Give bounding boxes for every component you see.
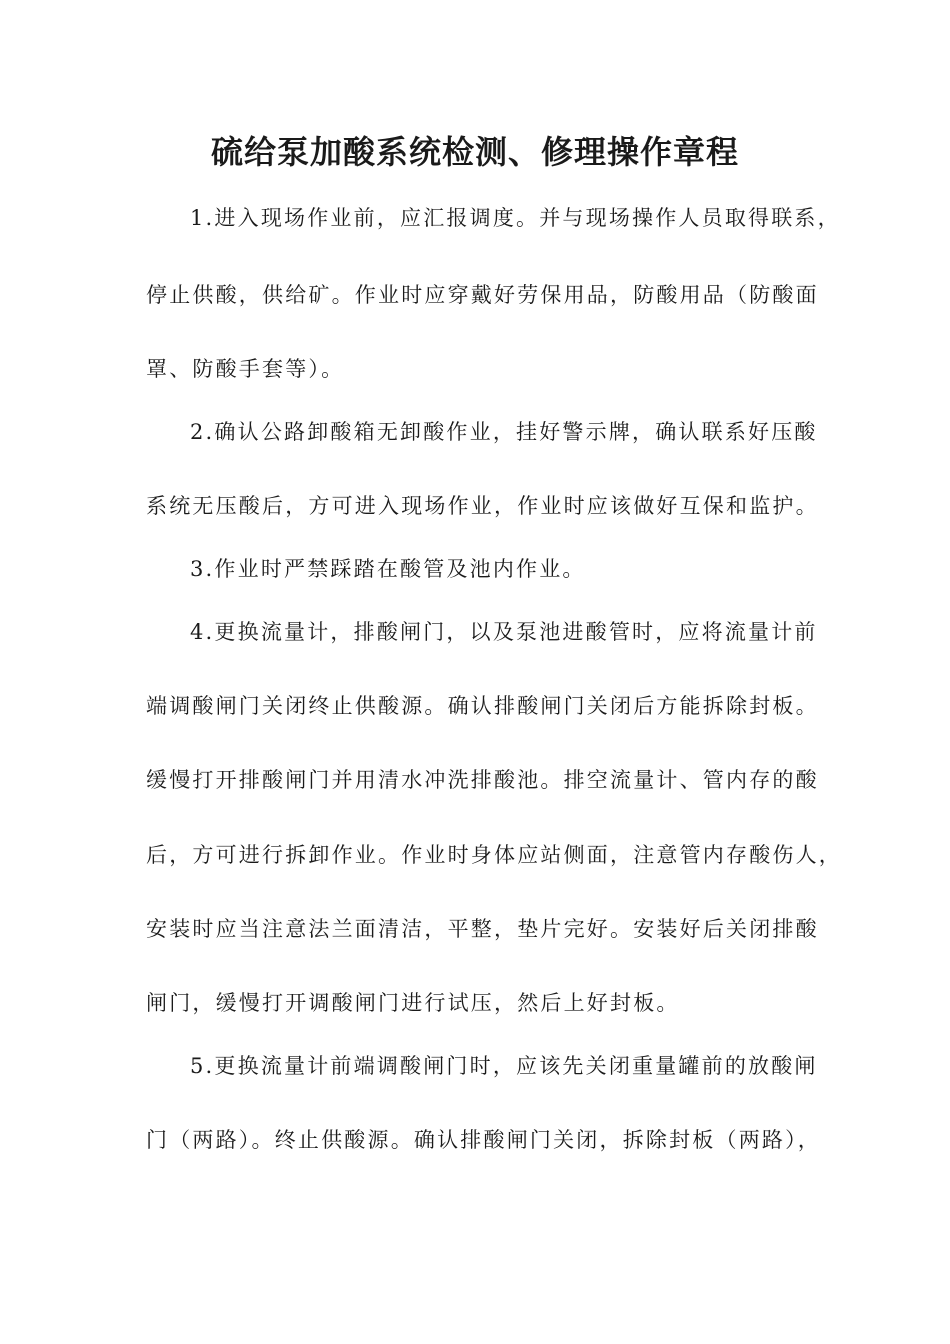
paragraph-2-line-1: 2.确认公路卸酸箱无卸酸作业，挂好警示牌，确认联系好压酸 — [190, 420, 818, 444]
paragraph-1-line-3: 罩、防酸手套等）。 — [146, 357, 345, 381]
paragraph-4-line-5: 安装时应当注意法兰面清洁，平整，垫片完好。安装好后关闭排酸 — [146, 917, 819, 941]
paragraph-3-line-1: 3.作业时严禁踩踏在酸管及池内作业。 — [190, 557, 586, 581]
paragraph-4-line-1: 4.更换流量计，排酸闸门，以及泵池进酸管时，应将流量计前 — [190, 620, 818, 644]
page-title: 硫给泵加酸系统检测、修理操作章程 — [210, 133, 739, 171]
paragraph-2-line-2: 系统无压酸后，方可进入现场作业，作业时应该做好互保和监护。 — [146, 494, 819, 518]
paragraph-4-line-6: 闸门，缓慢打开调酸闸门进行试压，然后上好封板。 — [146, 991, 680, 1015]
paragraph-5-line-1: 5.更换流量计前端调酸闸门时，应该先关闭重量罐前的放酸闸 — [190, 1054, 818, 1078]
paragraph-4-line-2: 端调酸闸门关闭终止供酸源。确认排酸闸门关闭后方能拆除封板。 — [146, 694, 819, 718]
paragraph-5-line-2: 门（两路）。终止供酸源。确认排酸闸门关闭，拆除封板（两路）， — [146, 1128, 821, 1152]
paragraph-4-line-3: 缓慢打开排酸闸门并用清水冲洗排酸池。排空流量计、管内存的酸 — [146, 768, 819, 792]
paragraph-4-line-4: 后，方可进行拆卸作业。作业时身体应站侧面，注意管内存酸伤人， — [146, 843, 842, 867]
paragraph-1-line-1: 1.进入现场作业前，应汇报调度。并与现场操作人员取得联系， — [190, 206, 841, 230]
paragraph-1-line-2: 停止供酸，供给矿。作业时应穿戴好劳保用品，防酸用品（防酸面 — [146, 283, 819, 307]
